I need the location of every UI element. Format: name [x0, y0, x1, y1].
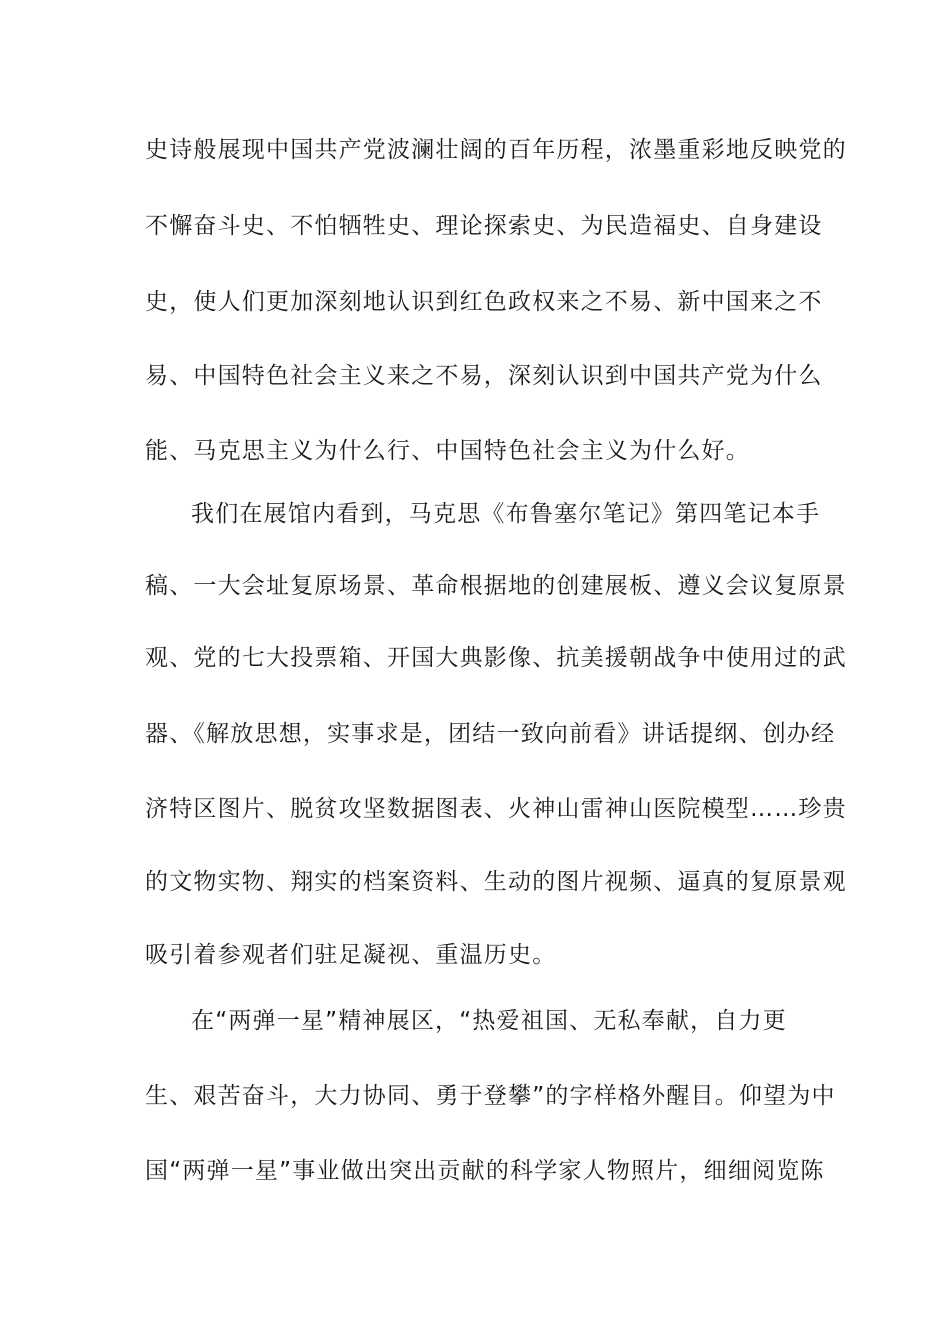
text-line: 观、党的七大投票箱、开国大典影像、抗美援朝战争中使用过的武 — [145, 645, 847, 671]
text-line: 史，使人们更加深刻地认识到红色政权来之不易、新中国来之不 — [145, 289, 823, 315]
text-line: 能、马克思主义为什么行、中国特色社会主义为什么好。 — [145, 438, 750, 464]
text-line: 国“两弹一星”事业做出突出贡献的科学家人物照片，细细阅览陈 — [145, 1158, 825, 1184]
text-line: 的文物实物、翔实的档案资料、生动的图片视频、逼真的复原景观 — [145, 869, 847, 895]
text-line: 生、艰苦奋斗，大力协同、勇于登攀”的字样格外醒目。仰望为中 — [145, 1083, 836, 1109]
text-line: 济特区图片、脱贫攻坚数据图表、火神山雷神山医院模型……珍贵 — [145, 796, 847, 822]
text-line: 易、中国特色社会主义来之不易，深刻认识到中国共产党为什么 — [145, 363, 823, 389]
paragraph-first-line: 在“两弹一星”精神展区，“热爱祖国、无私奉献，自力更 — [191, 1008, 787, 1034]
text-line: 史诗般展现中国共产党波澜壮阔的百年历程，浓墨重彩地反映党的 — [145, 137, 847, 163]
text-line: 器、《解放思想，实事求是，团结一致向前看》讲话提纲、创办经 — [145, 721, 836, 747]
text-line: 不懈奋斗史、不怕牺牲史、理论探索史、为民造福史、自身建设 — [145, 213, 823, 239]
text-line: 稿、一大会址复原场景、革命根据地的创建展板、遵义会议复原景 — [145, 573, 847, 599]
paragraph-first-line: 我们在展馆内看到，马克思《布鲁塞尔笔记》第四笔记本手 — [191, 501, 821, 527]
text-line: 吸引着参观者们驻足凝视、重温历史。 — [145, 942, 557, 968]
